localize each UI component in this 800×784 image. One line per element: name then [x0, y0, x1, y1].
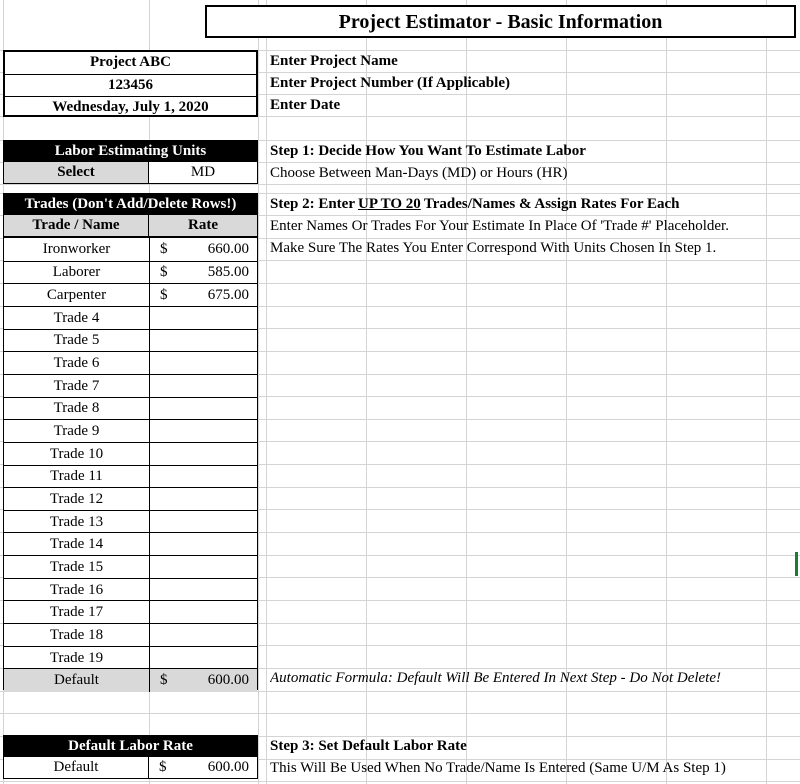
- step2-title: [270, 193, 680, 215]
- active-cell-indicator: [795, 552, 798, 576]
- trade-name-cell[interactable]: Trade 15: [4, 556, 150, 579]
- project-name-hint: Enter Project Name: [270, 52, 398, 69]
- project-name-cell[interactable]: Project ABC: [90, 54, 171, 70]
- trade-name-cell[interactable]: Trade 16: [4, 579, 150, 602]
- step3-title: Step 3: Set Default Labor Rate: [270, 737, 467, 754]
- trades-default-row: [4, 668, 257, 692]
- table-row: [4, 510, 257, 534]
- step3-text: This Will Be Used When No Trade/Name Is Entered (Same U/M As Step 1): [270, 759, 726, 776]
- table-row: [4, 351, 257, 375]
- step1-title: Step 1: Decide How You Want To Estimate Labor: [270, 142, 586, 159]
- table-row: [4, 465, 257, 489]
- trade-rate-currency: $: [160, 287, 168, 304]
- table-row: [4, 306, 257, 330]
- trade-rate-currency: $: [160, 240, 168, 257]
- trade-rate-cell[interactable]: [150, 579, 257, 602]
- trade-name-cell[interactable]: Laborer: [4, 262, 150, 285]
- units-select-value[interactable]: MD: [149, 162, 258, 184]
- trade-name-cell[interactable]: Trade 7: [4, 375, 150, 398]
- trade-name-cell[interactable]: Trade 19: [4, 647, 150, 670]
- trade-rate-cell[interactable]: [150, 352, 257, 375]
- trade-name-cell[interactable]: Trade 10: [4, 443, 150, 466]
- trades-col-rate: Rate: [149, 215, 258, 237]
- table-row: [4, 397, 257, 421]
- trade-name-cell[interactable]: Trade 13: [4, 511, 150, 534]
- trades-header: Trades (Don't Add/Delete Rows!): [3, 193, 258, 215]
- step2-title-underline: UP TO 20: [358, 195, 421, 212]
- trade-name-cell[interactable]: Trade 14: [4, 533, 150, 556]
- trades-col-name: Trade / Name: [3, 215, 149, 237]
- trade-rate-cell[interactable]: [150, 556, 257, 579]
- default-rate-value-cell[interactable]: [149, 757, 258, 779]
- trade-rate-value: 600.00: [207, 672, 249, 689]
- trade-rate-cell[interactable]: [150, 398, 257, 421]
- trade-rate-cell[interactable]: [150, 601, 257, 624]
- trade-name-cell[interactable]: Trade 4: [4, 307, 150, 330]
- table-row: [4, 261, 257, 285]
- table-row: [4, 487, 257, 511]
- table-row: [4, 329, 257, 353]
- trade-rate-cell[interactable]: [150, 330, 257, 353]
- trade-rate-cell[interactable]: [150, 307, 257, 330]
- trade-rate-cell[interactable]: [150, 624, 257, 647]
- trade-name-cell[interactable]: Trade 9: [4, 420, 150, 443]
- trade-rate-cell[interactable]: [150, 375, 257, 398]
- table-row: [4, 442, 257, 466]
- trade-name-cell[interactable]: Trade 12: [4, 488, 150, 511]
- table-row: [4, 600, 257, 624]
- trade-rate-cell[interactable]: [150, 284, 257, 307]
- trade-rate-cell[interactable]: [150, 511, 257, 534]
- project-number-hint: Enter Project Number (If Applicable): [270, 74, 510, 91]
- trade-rate-cell[interactable]: [150, 669, 257, 692]
- trade-rate-value: 585.00: [207, 264, 249, 281]
- trade-name-cell[interactable]: Trade 18: [4, 624, 150, 647]
- table-row: [4, 419, 257, 443]
- project-number-cell[interactable]: 123456: [5, 74, 256, 96]
- trade-name-cell[interactable]: Default: [4, 669, 150, 692]
- trade-rate-cell[interactable]: [150, 466, 257, 489]
- table-row: [4, 646, 257, 670]
- table-row: [4, 283, 257, 307]
- trade-rate-cell[interactable]: [150, 488, 257, 511]
- step2-title-post: Trades/Names & Assign Rates For Each: [423, 195, 680, 212]
- trade-name-cell[interactable]: Trade 5: [4, 330, 150, 353]
- trade-name-cell[interactable]: Ironworker: [4, 238, 150, 261]
- sheet-title[interactable]: Project Estimator - Basic Information: [205, 5, 796, 38]
- trade-name-cell[interactable]: Trade 11: [4, 466, 150, 489]
- table-row: [4, 238, 257, 261]
- project-info-box: [3, 50, 258, 117]
- trade-name-cell[interactable]: Trade 6: [4, 352, 150, 375]
- trade-name-cell[interactable]: Carpenter: [4, 284, 150, 307]
- step2-text-1: Enter Names Or Trades For Your Estimate In Place Of 'Trade #' Placeholder.: [270, 217, 729, 234]
- default-rate-currency: $: [159, 759, 167, 775]
- units-select-label: Select: [3, 162, 149, 184]
- trade-rate-cell[interactable]: [150, 647, 257, 670]
- default-rate-header: Default Labor Rate: [3, 735, 258, 757]
- project-date-cell[interactable]: Wednesday, July 1, 2020: [5, 96, 256, 118]
- table-row: [4, 374, 257, 398]
- trade-rate-currency: $: [160, 672, 168, 689]
- default-rate-label: Default: [3, 757, 149, 779]
- trade-rate-value: 675.00: [207, 287, 249, 304]
- trade-rate-currency: $: [160, 264, 168, 281]
- trade-name-cell[interactable]: Trade 8: [4, 398, 150, 421]
- table-row: [4, 555, 257, 579]
- trade-rate-cell[interactable]: [150, 238, 257, 261]
- default-rate-value: 600.00: [207, 759, 249, 775]
- trade-rate-value: 660.00: [207, 240, 249, 257]
- step2-title-pre: Step 2: Enter: [270, 195, 355, 212]
- table-row: [4, 532, 257, 556]
- step1-text: Choose Between Man-Days (MD) or Hours (HR): [270, 164, 568, 181]
- trade-name-cell[interactable]: Trade 17: [4, 601, 150, 624]
- trades-table: [3, 237, 258, 690]
- table-row: [4, 578, 257, 602]
- table-row: [4, 623, 257, 647]
- trade-rate-cell[interactable]: [150, 533, 257, 556]
- default-note: Automatic Formula: Default Will Be Entered In Next Step - Do Not Delete!: [270, 669, 722, 686]
- trade-rate-cell[interactable]: [150, 262, 257, 285]
- trade-rate-cell[interactable]: [150, 443, 257, 466]
- project-date-hint: Enter Date: [270, 96, 341, 113]
- units-header: Labor Estimating Units: [3, 140, 258, 162]
- step2-text-2: Make Sure The Rates You Enter Correspond With Units Chosen In Step 1.: [270, 239, 717, 256]
- trade-rate-cell[interactable]: [150, 420, 257, 443]
